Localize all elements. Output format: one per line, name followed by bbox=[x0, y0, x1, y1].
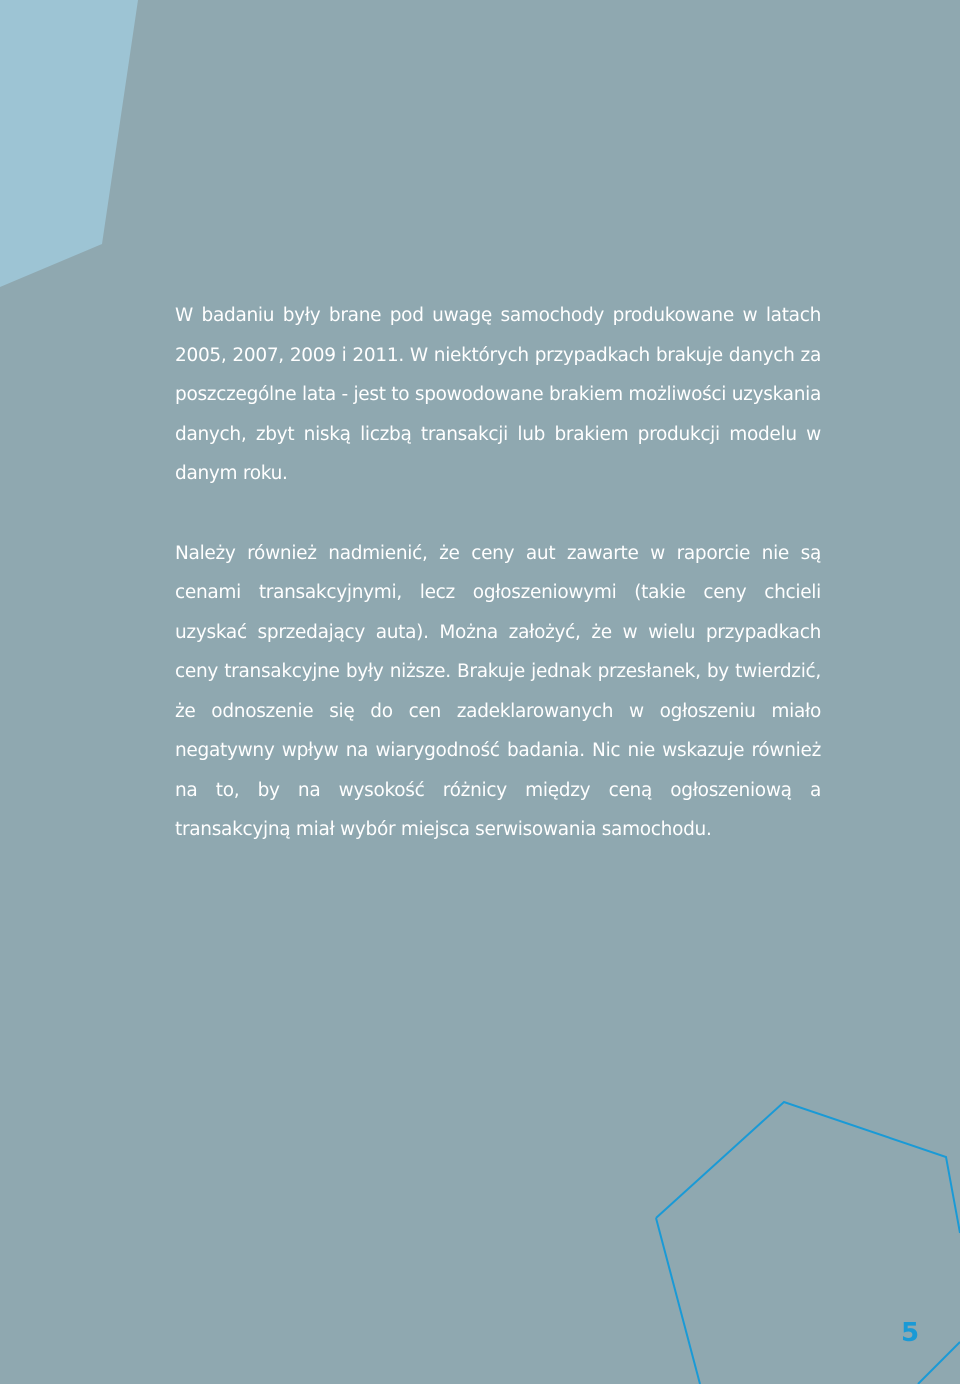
main-text bbox=[175, 296, 821, 850]
paragraph-prices: Należy również nadmienić, że ceny aut zawarte w raporcie nie są cenami transakcyjnymi, lecz ogłoszeniowymi (takie ceny chcieli uzyskać sprzedający auta). Można założyć, że w wielu przypadkach ceny transakcyjne były niższe. Brakuje jednak przesłanek, by twierdzić, że odnoszenie się do cen zadeklarowanych w ogłoszeniu miało negatywny wpływ na wiarygodność badania. Nic nie wskazuje również na to, by na wysokość różnicy między ceną ogłoszeniową a transakcyjną miał wybór miejsca serwisowania samochodu. bbox=[175, 542, 821, 840]
corner-outline-edge bbox=[918, 1342, 960, 1384]
corner-light-shape bbox=[0, 0, 138, 287]
hexagon-outline-shape bbox=[656, 1102, 960, 1233]
page-number: 5 bbox=[900, 1318, 920, 1348]
paragraph-intro: W badaniu były brane pod uwagę samochody produkowane w latach 2005, 2007, 2009 i 2011. W niektórych przypadkach brakuje danych za poszczególne lata - jest to spowodowane brakiem możliwości uzyskania danych, zbyt niską liczbą transakcji lub brakiem produkcji modelu w danym roku. bbox=[175, 305, 821, 484]
hexagon-outline-edge bbox=[656, 1218, 700, 1384]
